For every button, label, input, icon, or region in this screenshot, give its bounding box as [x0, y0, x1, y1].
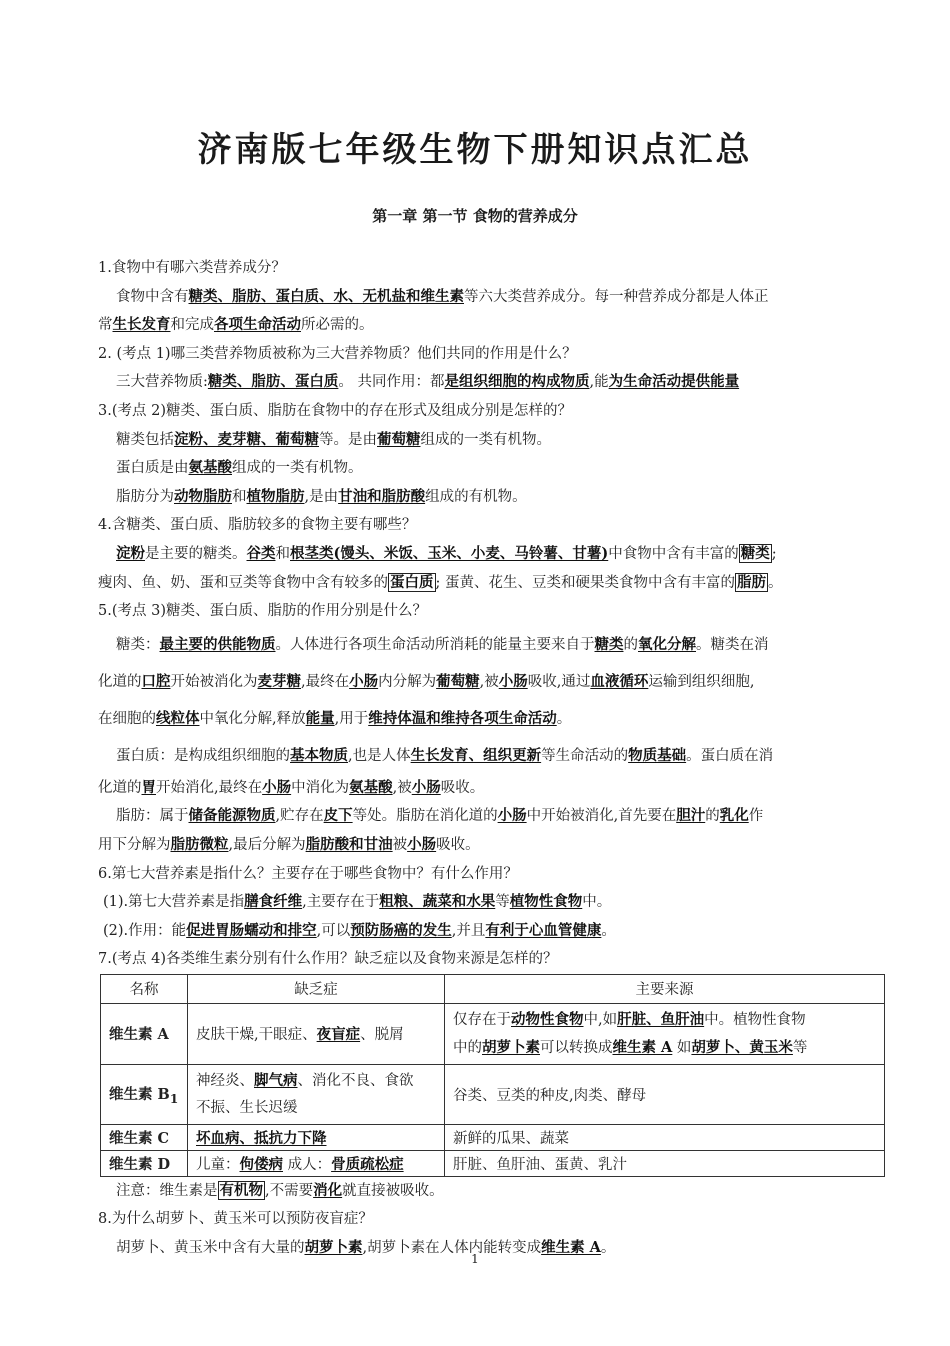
- question-4: 4.含糖类、蛋白质、脂肪较多的食物主要有哪些？: [98, 517, 417, 534]
- table-row-vitamin-d: [101, 1150, 885, 1176]
- answer-3-line-3: 脂肪分为动物脂肪和植物脂肪,是由甘油和脂肪酸组成的有机物。: [116, 487, 527, 505]
- vitamin-d-source: 肝脏、鱼肝油、蛋黄、乳汁: [445, 1150, 885, 1176]
- answer-3-line-1: 糖类包括淀粉、麦芽糖、葡萄糖等。是由葡萄糖组成的一类有机物。: [116, 430, 551, 448]
- vitamin-a-deficiency: 皮肤干燥,干眼症、夜盲症、脱屑: [188, 1003, 445, 1064]
- question-8: 8.为什么胡萝卜、黄玉米可以预防夜盲症？: [98, 1211, 373, 1228]
- answer-5-protein-1: 蛋白质：是构成组织细胞的基本物质,也是人体生长发育、组织更新等生命活动的物质基础。蛋白质在消: [116, 746, 774, 764]
- table-row-vitamin-a: [101, 1003, 885, 1064]
- table-header-row: [101, 974, 885, 1003]
- vitamin-table: [100, 974, 885, 1177]
- vitamin-c-name: 维生素 C: [101, 1124, 188, 1150]
- answer-6-line-1: (1).第七大营养素是指膳食纤维,主要存在于粗粮、蔬菜和水果等植物性食物中。: [103, 893, 612, 911]
- table-row-vitamin-b1: [101, 1064, 885, 1124]
- answer-8: 胡萝卜、黄玉米中含有大量的胡萝卜素,胡萝卜素在人体内能转变成维生素 A。: [116, 1239, 616, 1257]
- vitamin-b1-name: 维生素 $B_1$: [101, 1064, 188, 1124]
- document-title: 济南版七年级生物下册知识点汇总: [197, 130, 753, 170]
- vitamin-c-source: 新鲜的瓜果、蔬菜: [445, 1124, 885, 1150]
- table-header-name: 名称: [101, 974, 188, 1003]
- vitamin-b1-source: 谷类、豆类的种皮,肉类、酵母: [445, 1064, 885, 1124]
- question-3: 3.(考点 2)糖类、蛋白质、脂肪在食物中的存在形式及组成分别是怎样的？: [98, 402, 572, 419]
- answer-5-protein-2: 化道的胃开始消化,最终在小肠中消化为氨基酸,被小肠吸收。: [98, 778, 485, 796]
- answer-5-fat-2: 用下分解为脂肪微粒,最后分解为脂肪酸和甘油被小肠吸收。: [98, 835, 480, 853]
- vitamin-c-deficiency: 坏血病、抵抗力下降: [188, 1124, 445, 1150]
- answer-2: 三大营养物质:糖类、脂肪、蛋白质。 共同作用：都是组织细胞的构成物质,能为生命活动提供能量: [116, 373, 740, 391]
- answer-5-sugar-3: 在细胞的线粒体中氧化分解,释放能量,用于维持体温和维持各项生命活动。: [98, 709, 572, 727]
- vitamin-b1-deficiency: 神经炎、脚气病、消化不良、食欲 不振、生长迟缓: [188, 1064, 445, 1124]
- answer-5-sugar-1: 糖类：最主要的供能物质。人体进行各项生命活动所消耗的能量主要来自于糖类的氧化分解。糖类在消: [116, 635, 769, 653]
- vitamin-note: 注意：维生素是 有机物 ,不需要消化就直接被吸收。: [116, 1181, 444, 1199]
- answer-3-line-2: 蛋白质是由氨基酸组成的一类有机物。: [116, 459, 363, 477]
- page-number: 1: [471, 1252, 479, 1266]
- answer-1-line-1: 食物中含有糖类、脂肪、蛋白质、水、无机盐和维生素等六大类营养成分。每一种营养成分都是人体正: [116, 287, 769, 305]
- answer-5-sugar-2: 化道的口腔开始被消化为麦芽糖,最终在小肠内分解为葡萄糖,被小肠吸收,通过血液循环运输到组织细胞,: [98, 672, 755, 690]
- answer-4-line-2: 瘦肉、鱼、奶、蛋和豆类等食物中含有较多的 蛋白质 ; 蛋黄、花生、豆类和硬果类食物中含有丰富的 脂肪 。: [98, 573, 783, 591]
- document-body: [98, 254, 873, 1263]
- question-5: 5.(考点 3)糖类、蛋白质、脂肪的作用分别是什么？: [98, 603, 427, 620]
- vitamin-d-name: 维生素 D: [101, 1150, 188, 1176]
- vitamin-a-name: 维生素 A: [101, 1003, 188, 1064]
- question-1: 1.食物中有哪六类营养成分？: [98, 260, 286, 276]
- table-row-vitamin-c: [101, 1124, 885, 1150]
- section-subtitle: 第一章 第一节 食物的营养成分: [372, 207, 578, 225]
- question-7: 7.(考点 4)各类维生素分别有什么作用？缺乏症以及食物来源是怎样的？: [98, 951, 558, 968]
- answer-1-line-2: 常生长发育和完成各项生命活动所必需的。: [98, 316, 374, 334]
- answer-6-line-2: (2).作用：能促进胃肠蠕动和排空,可以预防肠癌的发生,并且有利于心血管健康。: [103, 921, 616, 939]
- answer-4-line-1: 淀粉是主要的糖类。谷类和根茎类(馒头、米饭、玉米、小麦、马铃薯、甘薯)中食物中含有丰富的 糖类 ;: [116, 544, 777, 562]
- answer-5-fat-1: 脂肪：属于储备能源物质,贮存在皮下等处。脂肪在消化道的小肠中开始被消化,首先要在胆汁的乳化作: [116, 807, 764, 825]
- vitamin-a-source: 仅存在于动物性食物中,如肝脏、鱼肝油中。植物性食物 中的胡萝卜素可以转换成维生素 A 如胡萝卜、黄玉米等: [445, 1003, 885, 1064]
- table-header-deficiency: 缺乏症: [188, 974, 445, 1003]
- table-header-source: 主要来源: [445, 974, 885, 1003]
- question-6: 6.第七大营养素是指什么？主要存在于哪些食物中？有什么作用？: [98, 865, 518, 882]
- vitamin-d-deficiency: 儿童：佝偻病 成人：骨质疏松症: [188, 1150, 445, 1176]
- question-2: 2. (考点 1)哪三类营养物质被称为三大营养物质？他们共同的作用是什么？: [98, 345, 577, 362]
